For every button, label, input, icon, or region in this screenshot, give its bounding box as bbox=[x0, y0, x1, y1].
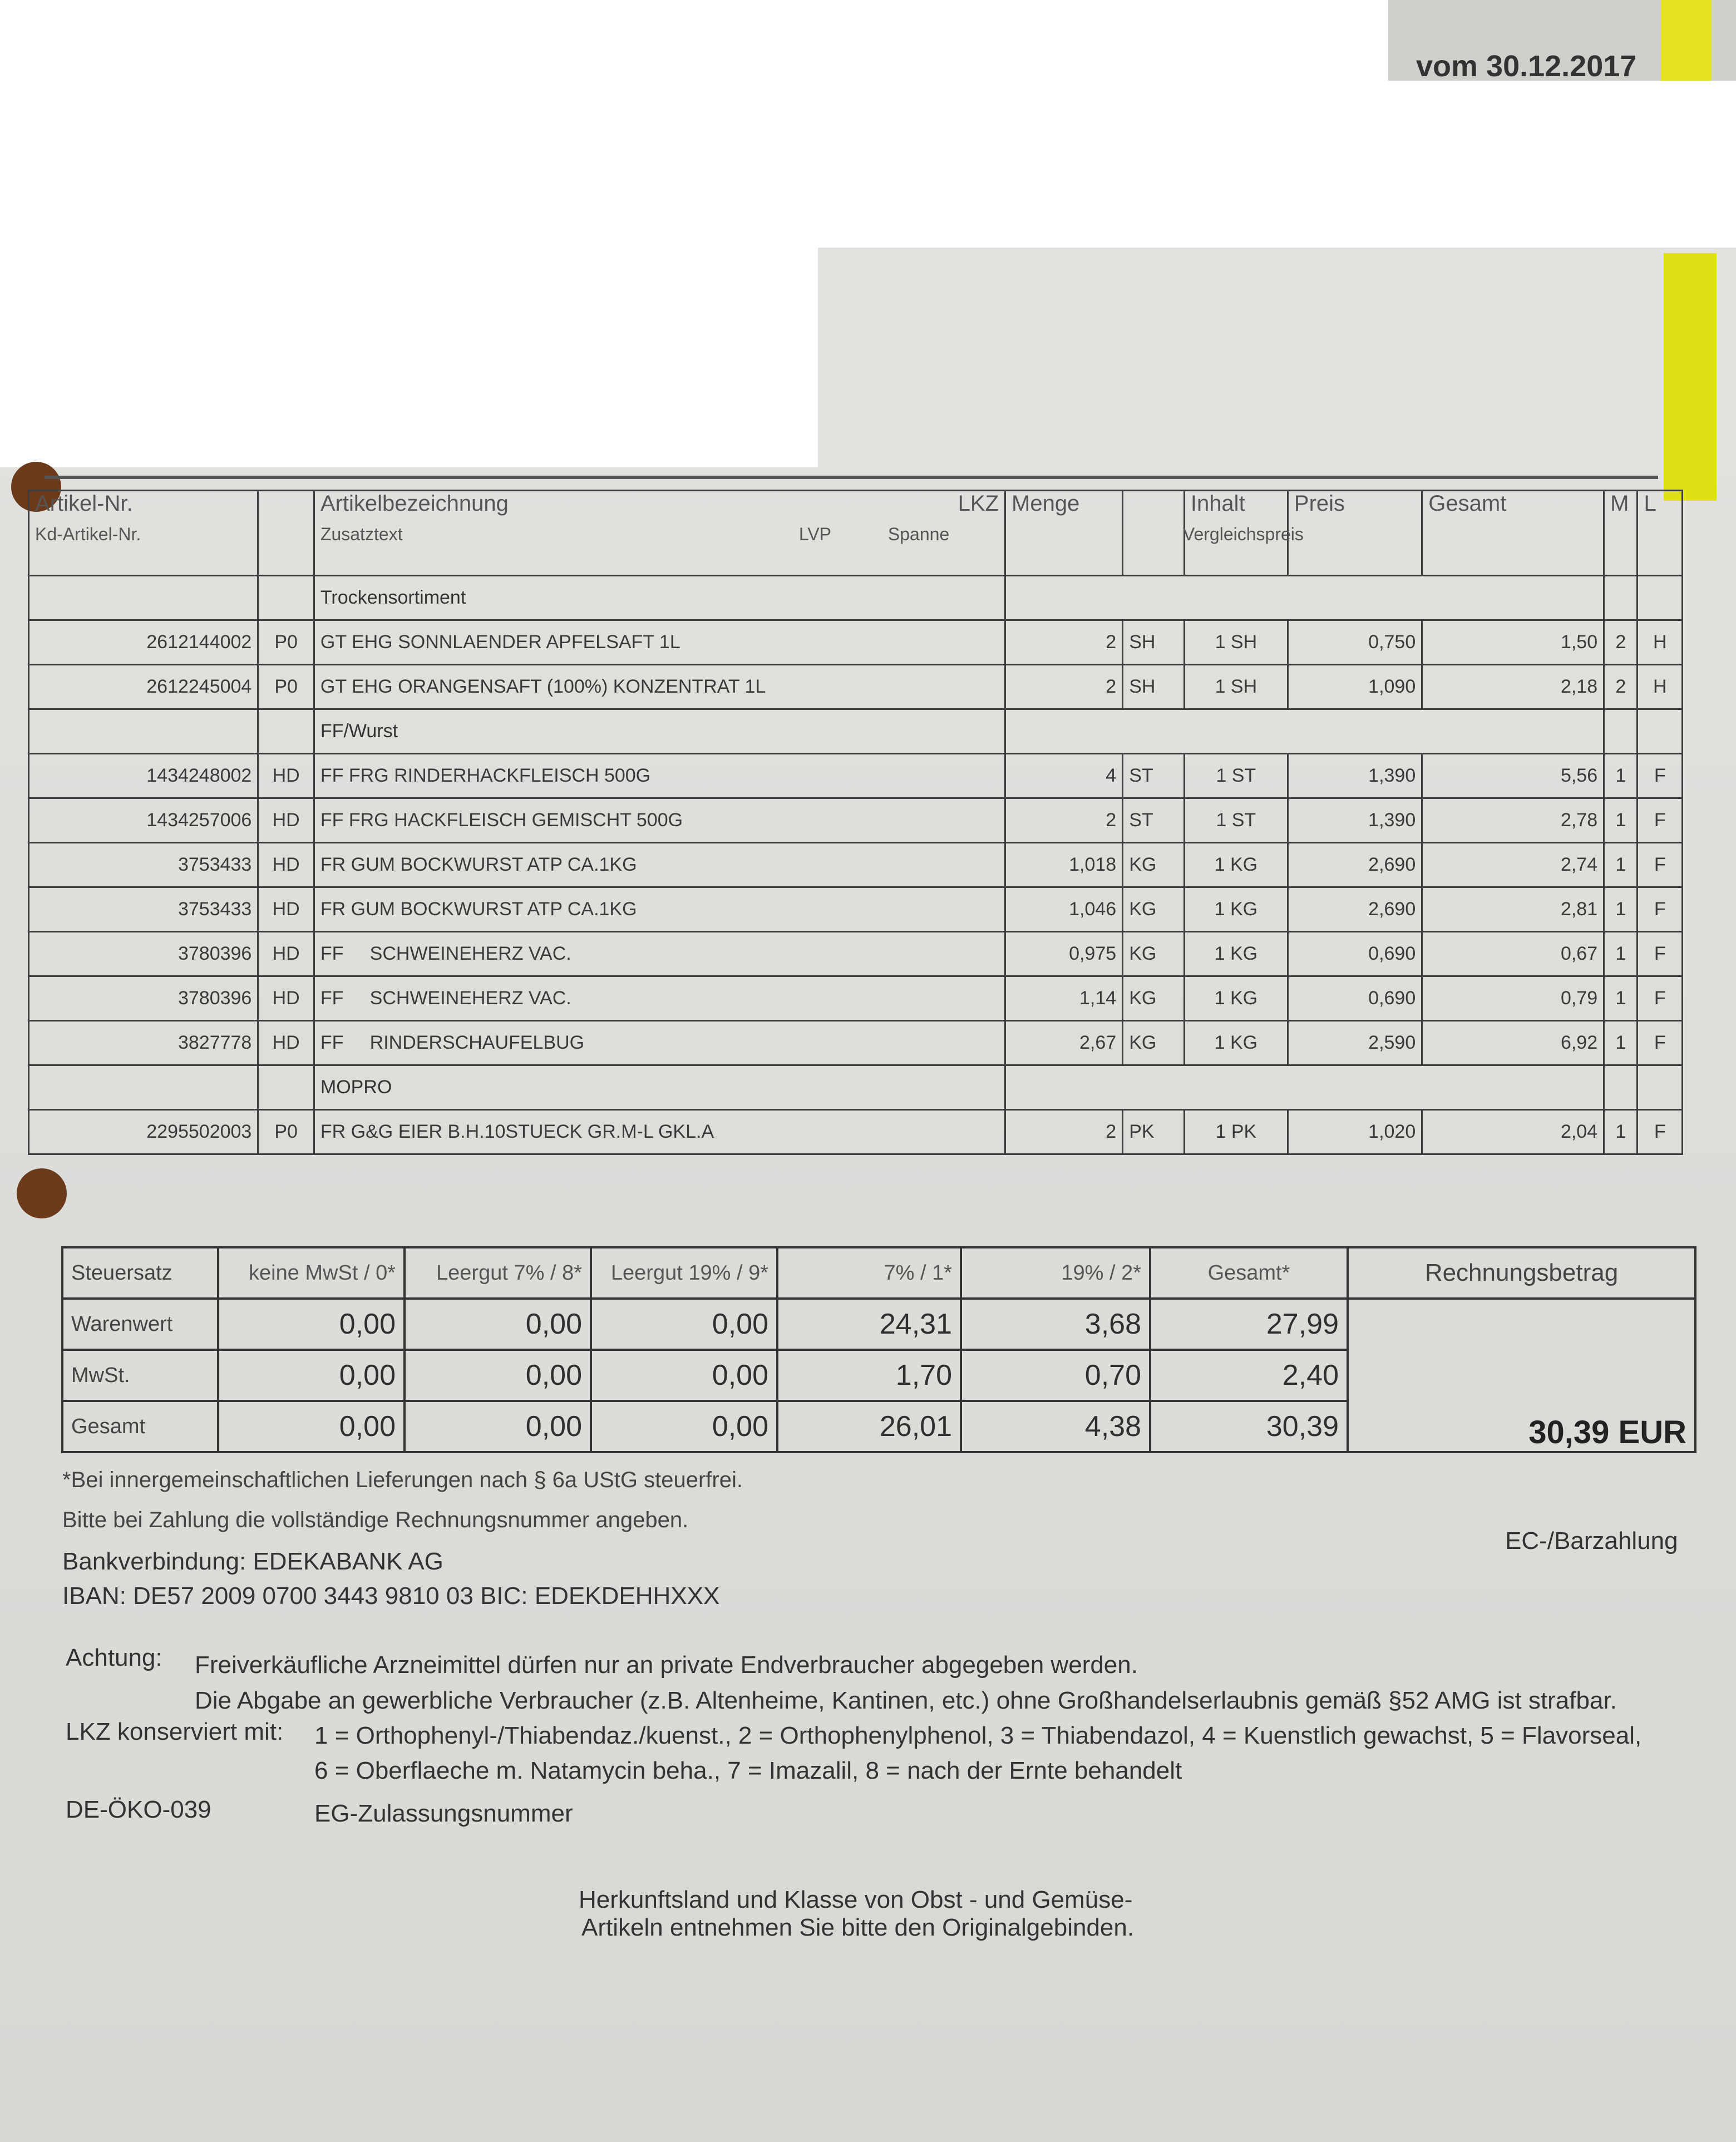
content: 1 KG bbox=[1184, 932, 1288, 976]
quantity: 2 bbox=[1005, 798, 1123, 843]
cell-empty bbox=[1005, 576, 1604, 620]
article-description: FF SCHWEINEHERZ VAC. bbox=[314, 976, 1005, 1021]
unit-price: 0,690 bbox=[1288, 932, 1422, 976]
table-row bbox=[29, 1110, 1683, 1154]
flag-m: 1 bbox=[1604, 754, 1638, 798]
article-number: 1434257006 bbox=[29, 798, 258, 843]
section-title: FF/Wurst bbox=[314, 709, 1005, 754]
content: 1 SH bbox=[1184, 665, 1288, 709]
article-description: FR GUM BOCKWURST ATP CA.1KG bbox=[314, 843, 1005, 887]
tax-header-steuersatz: Steuersatz bbox=[62, 1247, 218, 1299]
col-code bbox=[258, 491, 314, 576]
col-m: M bbox=[1604, 491, 1638, 576]
tax-cell: 3,68 bbox=[961, 1299, 1150, 1350]
invoice-date: vom 30.12.2017 bbox=[1416, 50, 1637, 83]
redaction-mask-left bbox=[0, 248, 818, 467]
note-zahlung: Bitte bei Zahlung die vollständige Rechnungsnummer angeben. bbox=[62, 1508, 689, 1532]
payment-method: EC-/Barzahlung bbox=[1505, 1527, 1678, 1554]
col-artikel-nr: Artikel-Nr. Kd-Artikel-Nr. bbox=[29, 491, 258, 576]
cell-empty bbox=[29, 709, 258, 754]
table-row bbox=[29, 798, 1683, 843]
section-row bbox=[29, 709, 1683, 754]
tax-header-keine: keine MwSt / 0* bbox=[218, 1247, 405, 1299]
table-row bbox=[29, 754, 1683, 798]
tax-cell: 27,99 bbox=[1150, 1299, 1348, 1350]
eg-zulassung: EG-Zulassungsnummer bbox=[314, 1800, 573, 1827]
herkunft-line-2: Artikeln entnehmen Sie bitte den Originalgebinden. bbox=[581, 1914, 1135, 1941]
article-code: HD bbox=[258, 798, 314, 843]
quantity: 2 bbox=[1005, 620, 1123, 665]
article-description: FF FRG RINDERHACKFLEISCH 500G bbox=[314, 754, 1005, 798]
col-bezeichnung: Artikelbezeichnung LKZ Zusatztext LVP Spanne bbox=[314, 491, 1005, 576]
quantity: 2,67 bbox=[1005, 1021, 1123, 1065]
redaction-mask-right bbox=[1388, 81, 1736, 248]
bank-info: Bankverbindung: EDEKABANK AG bbox=[62, 1548, 443, 1575]
tax-cell: 0,00 bbox=[218, 1299, 405, 1350]
tax-cell: 24,31 bbox=[777, 1299, 961, 1350]
tax-row-label: Warenwert bbox=[62, 1299, 218, 1350]
flag-l: F bbox=[1638, 843, 1683, 887]
tax-cell: 2,40 bbox=[1150, 1350, 1348, 1401]
rechnungsbetrag-value: 30,39 EUR bbox=[1348, 1299, 1695, 1452]
achtung-label: Achtung: bbox=[66, 1644, 162, 1671]
tax-cell: 0,00 bbox=[218, 1350, 405, 1401]
flag-m: 2 bbox=[1604, 665, 1638, 709]
flag-l: H bbox=[1638, 620, 1683, 665]
unit: SH bbox=[1123, 620, 1185, 665]
redaction-mask bbox=[0, 0, 1388, 248]
cell-empty bbox=[1638, 1065, 1683, 1110]
article-description: GT EHG SONNLAENDER APFELSAFT 1L bbox=[314, 620, 1005, 665]
tax-row-label: MwSt. bbox=[62, 1350, 218, 1401]
line-total: 1,50 bbox=[1422, 620, 1604, 665]
cell-empty bbox=[1604, 709, 1638, 754]
yellow-marker-top bbox=[1661, 0, 1711, 81]
tax-header-row bbox=[62, 1247, 1695, 1299]
line-total: 2,18 bbox=[1422, 665, 1604, 709]
cell-empty bbox=[1005, 1065, 1604, 1110]
article-description: FR G&G EIER B.H.10STUECK GR.M-L GKL.A bbox=[314, 1110, 1005, 1154]
flag-l: F bbox=[1638, 976, 1683, 1021]
line-total: 0,79 bbox=[1422, 976, 1604, 1021]
note-ustg: *Bei innergemeinschaftlichen Lieferungen nach § 6a UStG steuerfrei. bbox=[62, 1468, 743, 1492]
section-title: Trockensortiment bbox=[314, 576, 1005, 620]
tax-cell: 26,01 bbox=[777, 1401, 961, 1452]
table-row bbox=[29, 976, 1683, 1021]
section-row bbox=[29, 1065, 1683, 1110]
tax-cell: 0,00 bbox=[591, 1401, 777, 1452]
cell-empty bbox=[1005, 709, 1604, 754]
table-row bbox=[29, 932, 1683, 976]
tax-header-7: 7% / 1* bbox=[777, 1247, 961, 1299]
content: 1 SH bbox=[1184, 620, 1288, 665]
table-row bbox=[29, 843, 1683, 887]
article-number: 3753433 bbox=[29, 887, 258, 932]
line-total: 6,92 bbox=[1422, 1021, 1604, 1065]
unit-price: 0,750 bbox=[1288, 620, 1422, 665]
herkunft-line-1: Herkunftsland und Klasse von Obst - und Gemüse- bbox=[579, 1886, 1133, 1913]
unit-price: 0,690 bbox=[1288, 976, 1422, 1021]
article-description: FF FRG HACKFLEISCH GEMISCHT 500G bbox=[314, 798, 1005, 843]
unit: ST bbox=[1123, 754, 1185, 798]
article-code: HD bbox=[258, 976, 314, 1021]
flag-m: 1 bbox=[1604, 1021, 1638, 1065]
unit-price: 1,390 bbox=[1288, 754, 1422, 798]
tax-header-19: 19% / 2* bbox=[961, 1247, 1150, 1299]
table-row bbox=[29, 1021, 1683, 1065]
tax-cell: 0,00 bbox=[405, 1299, 591, 1350]
flag-m: 1 bbox=[1604, 843, 1638, 887]
table-row bbox=[29, 887, 1683, 932]
unit-price: 2,590 bbox=[1288, 1021, 1422, 1065]
content: 1 KG bbox=[1184, 976, 1288, 1021]
content: 1 ST bbox=[1184, 754, 1288, 798]
unit: KG bbox=[1123, 932, 1185, 976]
quantity: 1,046 bbox=[1005, 887, 1123, 932]
unit-price: 1,090 bbox=[1288, 665, 1422, 709]
flag-m: 2 bbox=[1604, 620, 1638, 665]
flag-m: 1 bbox=[1604, 932, 1638, 976]
tax-row-label: Gesamt bbox=[62, 1401, 218, 1452]
tax-cell: 0,00 bbox=[591, 1299, 777, 1350]
oko-number: DE-ÖKO-039 bbox=[66, 1796, 211, 1823]
flag-m: 1 bbox=[1604, 798, 1638, 843]
line-total: 2,78 bbox=[1422, 798, 1604, 843]
article-number: 2612245004 bbox=[29, 665, 258, 709]
article-code: HD bbox=[258, 754, 314, 798]
col-l: L bbox=[1638, 491, 1683, 576]
flag-l: F bbox=[1638, 754, 1683, 798]
tax-summary-table bbox=[61, 1246, 1696, 1453]
article-number: 2612144002 bbox=[29, 620, 258, 665]
tax-header-rechnungsbetrag: Rechnungsbetrag bbox=[1348, 1247, 1695, 1299]
content: 1 ST bbox=[1184, 798, 1288, 843]
section-row bbox=[29, 576, 1683, 620]
tax-cell: 0,70 bbox=[961, 1350, 1150, 1401]
table-row bbox=[29, 620, 1683, 665]
achtung-line-1: Freiverkäufliche Arzneimittel dürfen nur an private Endverbraucher abgegeben werden. bbox=[195, 1651, 1138, 1679]
lkz-line-1: 1 = Orthophenyl-/Thiabendaz./kuenst., 2 = Orthophenylphenol, 3 = Thiabendazol, 4 = Kuenstlich gewachst, 5 = Flavorseal, bbox=[314, 1722, 1642, 1749]
items-body bbox=[29, 576, 1683, 1154]
flag-l: H bbox=[1638, 665, 1683, 709]
article-code: HD bbox=[258, 843, 314, 887]
achtung-line-2: Die Abgabe an gewerbliche Verbraucher (z.B. Altenheime, Kantinen, etc.) ohne Großhandelserlaubnis gemäß §52 AMG ist strafbar. bbox=[195, 1687, 1617, 1714]
line-total: 5,56 bbox=[1422, 754, 1604, 798]
article-description: FF RINDERSCHAUFELBUG bbox=[314, 1021, 1005, 1065]
line-total: 0,67 bbox=[1422, 932, 1604, 976]
col-unit bbox=[1123, 491, 1185, 576]
article-code: P0 bbox=[258, 620, 314, 665]
article-number: 2295502003 bbox=[29, 1110, 258, 1154]
unit: KG bbox=[1123, 843, 1185, 887]
article-number: 1434248002 bbox=[29, 754, 258, 798]
col-preis: Preis Vergleichspreis bbox=[1288, 491, 1422, 576]
flag-l: F bbox=[1638, 932, 1683, 976]
cell-empty bbox=[29, 1065, 258, 1110]
tax-cell: 30,39 bbox=[1150, 1401, 1348, 1452]
cell-empty bbox=[258, 1065, 314, 1110]
header-rule bbox=[45, 476, 1658, 479]
unit-price: 2,690 bbox=[1288, 843, 1422, 887]
col-menge: Menge bbox=[1005, 491, 1123, 576]
flag-m: 1 bbox=[1604, 887, 1638, 932]
content: 1 KG bbox=[1184, 1021, 1288, 1065]
quantity: 2 bbox=[1005, 1110, 1123, 1154]
quantity: 0,975 bbox=[1005, 932, 1123, 976]
tax-cell: 0,00 bbox=[405, 1401, 591, 1452]
flag-l: F bbox=[1638, 798, 1683, 843]
article-description: FF SCHWEINEHERZ VAC. bbox=[314, 932, 1005, 976]
article-number: 3753433 bbox=[29, 843, 258, 887]
cell-empty bbox=[258, 576, 314, 620]
article-code: HD bbox=[258, 932, 314, 976]
quantity: 1,14 bbox=[1005, 976, 1123, 1021]
unit: PK bbox=[1123, 1110, 1185, 1154]
unit: ST bbox=[1123, 798, 1185, 843]
cell-empty bbox=[29, 576, 258, 620]
content: 1 KG bbox=[1184, 887, 1288, 932]
tax-row-warenwert bbox=[62, 1299, 1695, 1350]
unit: KG bbox=[1123, 887, 1185, 932]
content: 1 KG bbox=[1184, 843, 1288, 887]
tax-header-leergut19: Leergut 19% / 9* bbox=[591, 1247, 777, 1299]
tax-cell: 1,70 bbox=[777, 1350, 961, 1401]
article-description: GT EHG ORANGENSAFT (100%) KONZENTRAT 1L bbox=[314, 665, 1005, 709]
cell-empty bbox=[1638, 576, 1683, 620]
punch-hole-bottom bbox=[17, 1168, 67, 1218]
unit: KG bbox=[1123, 1021, 1185, 1065]
article-code: HD bbox=[258, 887, 314, 932]
tax-cell: 0,00 bbox=[405, 1350, 591, 1401]
col-inhalt: Inhalt bbox=[1184, 491, 1288, 576]
cell-empty bbox=[1604, 576, 1638, 620]
table-row bbox=[29, 665, 1683, 709]
flag-m: 1 bbox=[1604, 1110, 1638, 1154]
article-number: 3780396 bbox=[29, 976, 258, 1021]
article-number: 3827778 bbox=[29, 1021, 258, 1065]
quantity: 1,018 bbox=[1005, 843, 1123, 887]
cell-empty bbox=[258, 709, 314, 754]
cell-empty bbox=[1604, 1065, 1638, 1110]
tax-header-leergut7: Leergut 7% / 8* bbox=[405, 1247, 591, 1299]
yellow-marker bbox=[1664, 253, 1717, 501]
tax-cell: 0,00 bbox=[591, 1350, 777, 1401]
quantity: 2 bbox=[1005, 665, 1123, 709]
unit-price: 2,690 bbox=[1288, 887, 1422, 932]
unit: KG bbox=[1123, 976, 1185, 1021]
tax-header-gesamt: Gesamt* bbox=[1150, 1247, 1348, 1299]
article-code: P0 bbox=[258, 665, 314, 709]
flag-l: F bbox=[1638, 887, 1683, 932]
content: 1 PK bbox=[1184, 1110, 1288, 1154]
unit-price: 1,390 bbox=[1288, 798, 1422, 843]
quantity: 4 bbox=[1005, 754, 1123, 798]
cell-empty bbox=[1638, 709, 1683, 754]
unit: SH bbox=[1123, 665, 1185, 709]
article-code: HD bbox=[258, 1021, 314, 1065]
unit-price: 1,020 bbox=[1288, 1110, 1422, 1154]
tax-cell: 0,00 bbox=[218, 1401, 405, 1452]
flag-l: F bbox=[1638, 1110, 1683, 1154]
table-header-row bbox=[29, 491, 1683, 576]
flag-l: F bbox=[1638, 1021, 1683, 1065]
section-title: MOPRO bbox=[314, 1065, 1005, 1110]
lkz-line-2: 6 = Oberflaeche m. Natamycin beha., 7 = Imazalil, 8 = nach der Ernte behandelt bbox=[314, 1757, 1182, 1784]
article-number: 3780396 bbox=[29, 932, 258, 976]
line-total: 2,81 bbox=[1422, 887, 1604, 932]
line-total: 2,04 bbox=[1422, 1110, 1604, 1154]
col-gesamt: Gesamt bbox=[1422, 491, 1604, 576]
tax-cell: 4,38 bbox=[961, 1401, 1150, 1452]
iban-bic: IBAN: DE57 2009 0700 3443 9810 03 BIC: EDEKDEHHXXX bbox=[62, 1582, 720, 1610]
flag-m: 1 bbox=[1604, 976, 1638, 1021]
article-code: P0 bbox=[258, 1110, 314, 1154]
lkz-label: LKZ konserviert mit: bbox=[66, 1718, 284, 1745]
line-total: 2,74 bbox=[1422, 843, 1604, 887]
article-description: FR GUM BOCKWURST ATP CA.1KG bbox=[314, 887, 1005, 932]
items-table bbox=[28, 490, 1683, 1155]
